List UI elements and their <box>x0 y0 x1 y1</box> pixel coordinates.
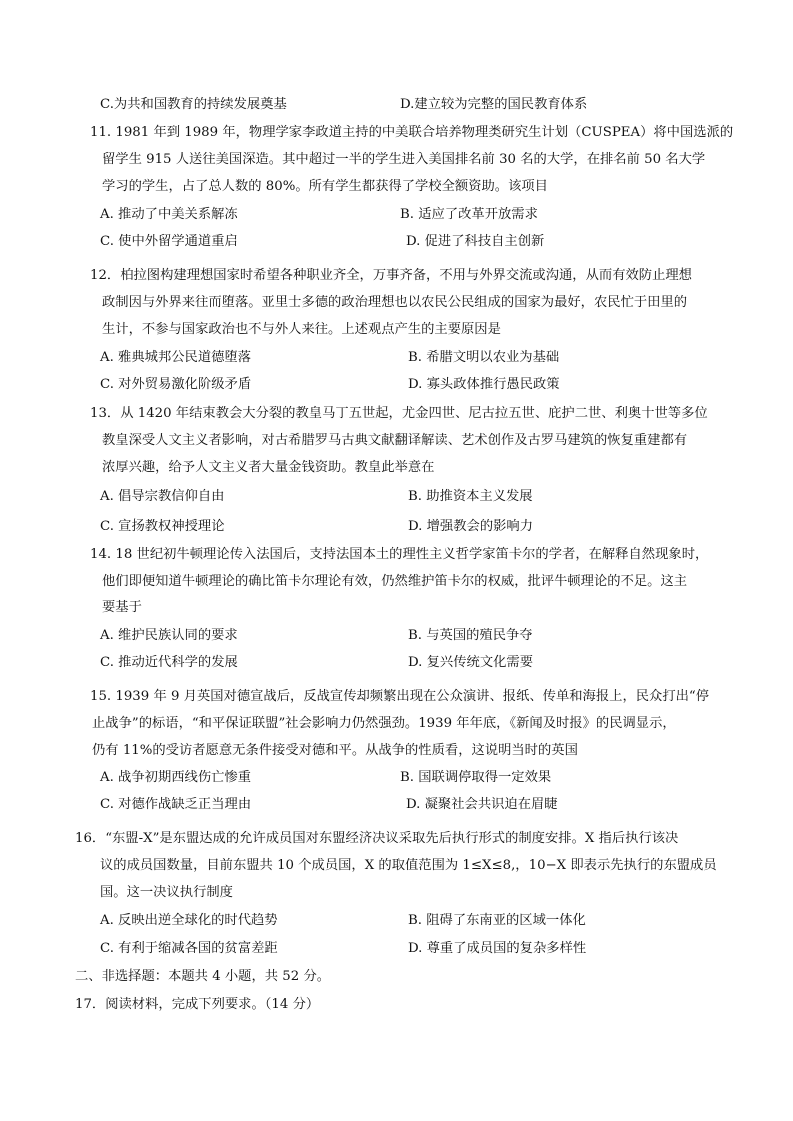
q15-option-a: A. 战争初期西线伤亡惨重 <box>100 770 252 785</box>
q14-option-b: B. 与英国的殖民争夺 <box>408 628 533 643</box>
q13-option-b: B. 助推资本主义发展 <box>408 489 533 504</box>
q11-stem-line-1: 11. 1981 年到 1989 年，物理学家李政道主持的中美联合培养物理类研究生计划（CUSPEA）将中国选派的 <box>90 125 734 140</box>
q10-option-d: D.建立较为完整的国民教育体系 <box>400 97 588 112</box>
q14-option-a: A. 维护民族认同的要求 <box>100 628 238 643</box>
q12-option-d: D. 寡头政体推行愚民政策 <box>408 377 560 392</box>
q13-option-d: D. 增强教会的影响力 <box>408 519 534 534</box>
q12-option-a: A. 雅典城邦公民道德堕落 <box>100 350 252 365</box>
q11-option-c: C. 使中外留学通道重启 <box>100 234 238 249</box>
q14-option-c: C. 推动近代科学的发展 <box>100 655 238 670</box>
q11-option-b: B. 适应了改革开放需求 <box>400 207 538 222</box>
q13-option-a: A. 倡导宗教信仰自由 <box>100 489 225 504</box>
q12-option-b: B. 希腊文明以农业为基础 <box>408 350 560 365</box>
q17-stem-line-1: 17．阅读材料，完成下列要求。（14 分） <box>75 997 320 1012</box>
q15-stem-line-2: 止战争”的标语，“和平保证联盟”社会影响力仍然强劲。1939 年年底，《新闻及时报》的民调显示， <box>92 716 676 731</box>
q11-option-a: A. 推动了中美关系解冻 <box>100 207 238 222</box>
q15-stem-line-3: 仍有 11%的受访者愿意无条件接受对德和平。从战争的性质看，这说明当时的英国 <box>92 743 578 758</box>
q12-stem-line-1: 12．柏拉图构建理想国家时希望各种职业齐全，万事齐备，不用与外界交流或沟通，从而有效防止理想 <box>90 268 692 283</box>
q11-stem-line-3: 学习的学生，占了总人数的 80%。所有学生都获得了学校全额资助。该项目 <box>102 179 548 194</box>
q16-option-b: B. 阻碍了东南亚的区域一体化 <box>408 913 586 928</box>
q13-stem-line-1: 13．从 1420 年结束教会大分裂的教皇马丁五世起，尤金四世、尼古拉五世、庇护二世、利奥十世等多位 <box>90 406 708 421</box>
q13-stem-line-2: 教皇深受人文主义者影响，对古希腊罗马古典文献翻译解读、艺术创作及古罗马建筑的恢复重建都有 <box>102 433 688 448</box>
q16-option-d: D. 尊重了成员国的复杂多样性 <box>408 941 587 956</box>
q12-stem-line-3: 生计，不参与国家政治也不与外人来往。上述观点产生的主要原因是 <box>102 322 501 337</box>
q15-option-c: C. 对德作战缺乏正当理由 <box>100 797 252 812</box>
q13-option-c: C. 宣扬教权神授理论 <box>100 519 225 534</box>
q16-stem-line-2: 议的成员国数量，目前东盟共 10 个成员国，X 的取值范围为 1≤X≤8,，10−X 即表示先执行的东盟成员 <box>100 858 717 873</box>
q16-stem-line-1: 16．“东盟-X”是东盟达成的允许成员国对东盟经济决议采取先后执行形式的制度安排。X 指后执行该决 <box>75 831 679 846</box>
q14-stem-line-1: 14. 18 世纪初牛顿理论传入法国后，支持法国本土的理性主义哲学家笛卡尔的学者，在解释自然现象时， <box>90 547 709 562</box>
q16-option-a: A. 反映出逆全球化的时代趋势 <box>100 913 278 928</box>
q12-stem-line-2: 政制因与外界来往而堕落。亚里士多德的政治理想也以农民公民组成的国家为最好，农民忙于田里的 <box>102 295 688 310</box>
q15-option-b: B. 国联调停取得一定效果 <box>400 770 552 785</box>
q16-option-c: C. 有利于缩减各国的贫富差距 <box>100 941 278 956</box>
q15-stem-line-1: 15. 1939 年 9 月英国对德宣战后，反战宣传却频繁出现在公众演讲、报纸、传单和海报上，民众打出“停 <box>90 689 710 704</box>
q14-stem-line-2: 他们即便知道牛顿理论的确比笛卡尔理论有效，仍然维护笛卡尔的权威，批评牛顿理论的不足。这主 <box>102 574 688 589</box>
q14-stem-line-3: 要基于 <box>102 600 142 615</box>
q11-option-d: D. 促进了科技自主创新 <box>406 234 545 249</box>
q16-stem-line-3: 国。这一决议执行制度 <box>100 885 233 900</box>
q11-stem-line-2: 留学生 915 人送往美国深造。其中超过一半的学生进入美国排名前 30 名的大学，在排名前 50 名大学 <box>102 152 706 167</box>
q12-option-c: C. 对外贸易激化阶级矛盾 <box>100 377 252 392</box>
section-2-heading: 二、非选择题：本题共 4 小题，共 52 分。 <box>75 969 331 984</box>
q10-option-c: C.为共和国教育的持续发展奠基 <box>100 97 287 112</box>
q15-option-d: D. 凝聚社会共识迫在眉睫 <box>406 797 558 812</box>
q14-option-d: D. 复兴传统文化需要 <box>408 655 534 670</box>
q13-stem-line-3: 浓厚兴趣，给予人文主义者大量金钱资助。教皇此举意在 <box>102 460 435 475</box>
